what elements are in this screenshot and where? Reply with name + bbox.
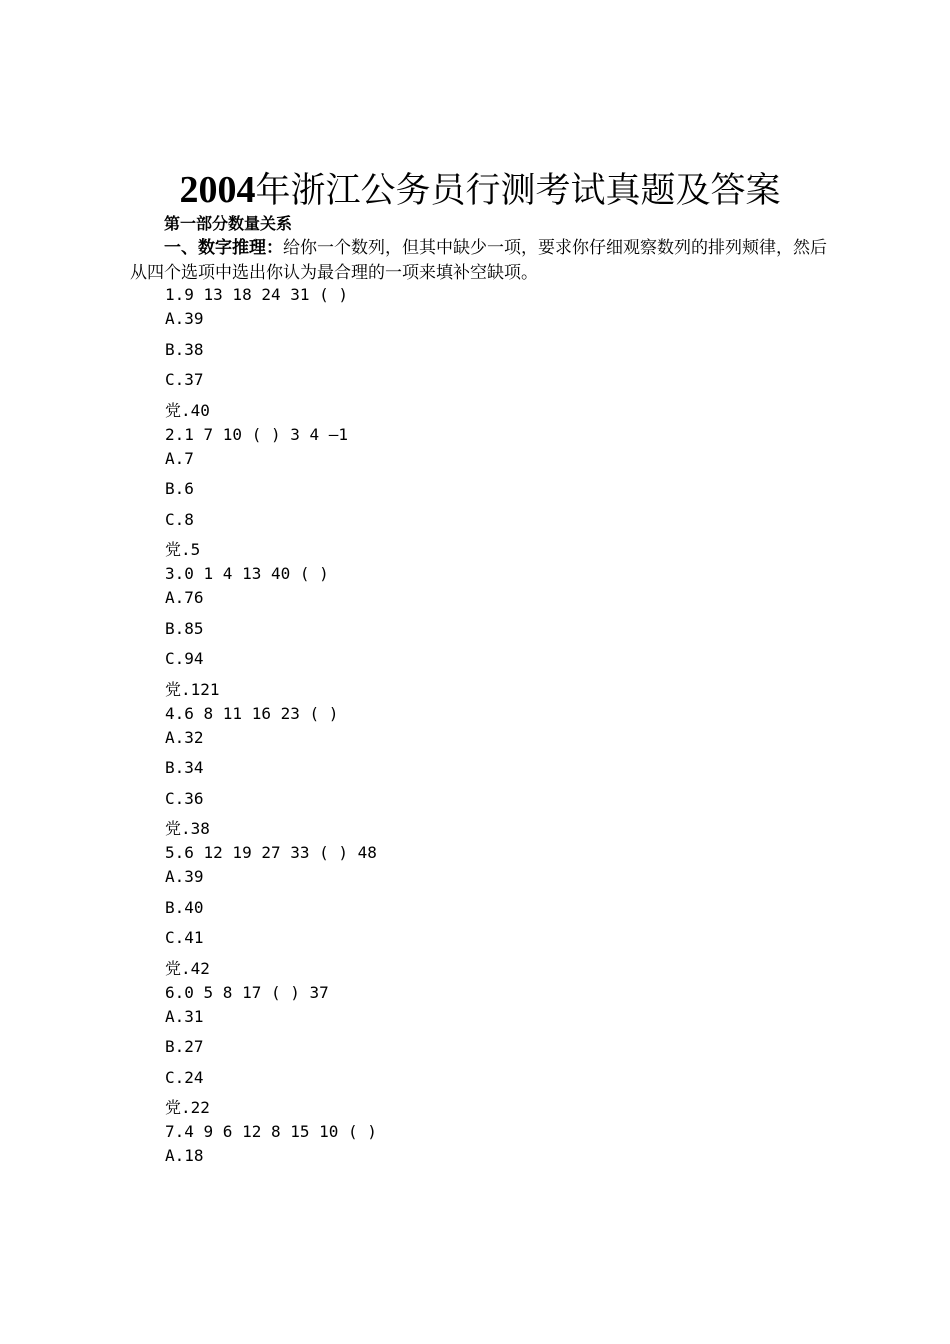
question-2 xyxy=(165,423,765,563)
question-stem: 1.9 13 18 24 31 ( ) xyxy=(165,285,349,304)
option-d: 党.22 xyxy=(165,1098,210,1117)
option-c: C.37 xyxy=(165,370,204,389)
page-title xyxy=(0,164,950,217)
question-stem: 5.6 12 19 27 33 ( ) 48 xyxy=(165,843,377,862)
option-b: B.40 xyxy=(165,897,204,917)
option-b: B.38 xyxy=(165,339,204,359)
question-5 xyxy=(165,841,765,981)
option-b: B.85 xyxy=(165,618,204,638)
question-6 xyxy=(165,981,765,1121)
question-stem: 4.6 8 11 16 23 ( ) xyxy=(165,703,339,723)
option-c: C.36 xyxy=(165,788,204,808)
question-3 xyxy=(165,562,765,702)
option-a: A.7 xyxy=(165,448,194,468)
title-text: 年浙江公务员行测考试真题及答案 xyxy=(255,171,781,211)
option-a: A.18 xyxy=(165,1146,204,1165)
question-list xyxy=(165,283,765,1175)
option-c: C.41 xyxy=(165,928,204,947)
section-heading: 第一部分数量关系 xyxy=(164,214,293,233)
question-4 xyxy=(165,702,765,842)
option-d: 党.42 xyxy=(165,958,210,978)
option-a: A.76 xyxy=(165,588,204,607)
option-c: C.8 xyxy=(165,509,194,529)
option-a: A.39 xyxy=(165,867,204,886)
question-stem: 3.0 1 4 13 40 ( ) xyxy=(165,564,329,583)
option-b: B.6 xyxy=(165,479,194,498)
option-a: A.39 xyxy=(165,309,204,328)
instructions-text: 给你一个数列，但其中缺少一项，要求你仔细观察数列的排列颊律，然后从四个选项中选出你认为最合理的一项来填补空缺项。 xyxy=(130,238,827,283)
title-year: 2004 xyxy=(179,169,256,211)
question-stem: 7.4 9 6 12 8 15 10 ( ) xyxy=(165,1122,377,1141)
option-d: 党.38 xyxy=(165,819,210,838)
question-7 xyxy=(165,1120,765,1175)
question-stem: 6.0 5 8 17 ( ) 37 xyxy=(165,982,329,1002)
option-b: B.27 xyxy=(165,1037,204,1056)
question-1 xyxy=(165,283,765,423)
option-d: 党.121 xyxy=(165,679,220,699)
question-stem: 2.1 7 10 ( ) 3 4 —1 xyxy=(165,424,349,444)
instructions-paragraph xyxy=(130,236,842,286)
option-c: C.94 xyxy=(165,649,204,668)
option-a: A.32 xyxy=(165,727,204,747)
option-d: 党.5 xyxy=(165,540,201,559)
option-b: B.34 xyxy=(165,758,204,777)
option-d: 党.40 xyxy=(165,400,210,420)
instructions-lead: 一、数字推理： xyxy=(164,238,283,258)
option-c: C.24 xyxy=(165,1067,204,1087)
option-a: A.31 xyxy=(165,1006,204,1026)
